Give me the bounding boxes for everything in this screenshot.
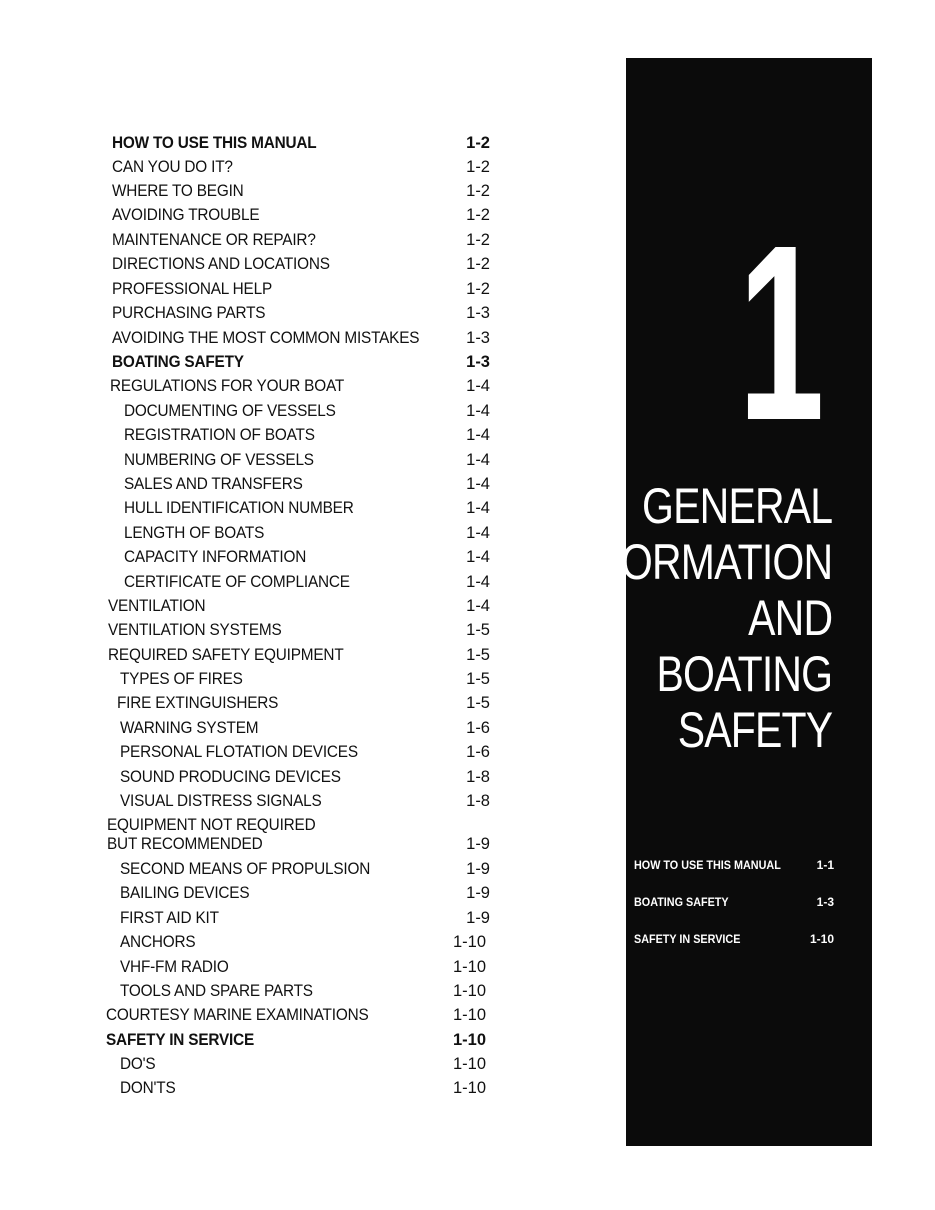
toc-entry-label[interactable]: DO'S [120,1055,156,1073]
toc-entry-label[interactable]: WARNING SYSTEM [120,719,259,737]
toc-entry-page: 1-6 [466,719,490,737]
toc-entry-label[interactable]: COURTESY MARINE EXAMINATIONS [106,1006,369,1024]
toc-entry-label[interactable]: FIRST AID KIT [120,909,219,927]
toc-entry-label[interactable]: WHERE TO BEGIN [112,182,244,200]
toc-entry-label[interactable]: EQUIPMENT NOT REQUIRED [107,816,316,834]
toc-entry-page: 1-10 [452,982,486,1000]
chapter-contents-label: HOW TO USE THIS MANUAL [634,858,781,872]
toc-entry-page: 1-4 [466,499,490,517]
toc-entry-label[interactable]: CERTIFICATE OF COMPLIANCE [124,573,350,591]
toc-entry-page: 1-4 [466,524,490,542]
toc-entry-label[interactable]: BUT RECOMMENDED [107,835,263,853]
toc-entry-page: 1-10 [452,933,486,951]
chapter-title-line: GENERAL [641,478,832,534]
toc-entry-label[interactable]: VHF-FM RADIO [120,958,229,976]
toc-entry-page: 1-2 [466,158,490,176]
toc-entry-label[interactable]: HULL IDENTIFICATION NUMBER [124,499,354,517]
toc-entry-label[interactable]: PURCHASING PARTS [112,304,266,322]
toc-entry-label[interactable]: VENTILATION SYSTEMS [108,621,282,639]
toc-entry-page: 1-8 [466,792,490,810]
toc-entry-page: 1-8 [466,768,490,786]
chapter-title-line: BOATING [656,646,832,702]
toc-entry-page: 1-5 [466,621,490,639]
toc-entry-page: 1-2 [466,182,490,200]
toc-entry-label[interactable]: REGISTRATION OF BOATS [124,426,315,444]
toc-entry-page: 1-10 [452,1006,486,1024]
chapter-contents-label: SAFETY IN SERVICE [634,932,741,946]
toc-entry-page: 1-4 [466,451,490,469]
toc-entry-label[interactable]: TYPES OF FIRES [120,670,243,688]
toc-entry-page: 1-9 [466,835,490,853]
toc-entry-page: 1-3 [466,353,490,371]
chapter-title-line: AND [747,590,832,646]
toc-entry-page: 1-4 [466,377,490,395]
toc-entry-label[interactable]: DON'TS [120,1079,176,1097]
toc-entry-label[interactable]: DIRECTIONS AND LOCATIONS [112,255,330,273]
toc-entry-label[interactable]: ANCHORS [120,933,196,951]
chapter-title-line: INFORMATION [557,534,832,590]
chapter-title [497,478,832,758]
toc-entry-page: 1-2 [466,255,490,273]
toc-entry-label[interactable]: CAPACITY INFORMATION [124,548,307,566]
toc-entry-label[interactable]: PROFESSIONAL HELP [112,280,273,298]
toc-entry-page: 1-2 [466,134,490,152]
chapter-contents-label: BOATING SAFETY [634,895,729,909]
toc-entry-page: 1-10 [452,1031,486,1049]
chapter-number: 1 [738,193,825,472]
chapter-contents [634,858,844,969]
toc-entry-page: 1-10 [452,1055,486,1073]
toc-entry-page: 1-2 [466,206,490,224]
toc-entry-label[interactable]: SECOND MEANS OF PROPULSION [120,860,371,878]
toc-entry-label[interactable]: CAN YOU DO IT? [112,158,233,176]
toc-entry-label[interactable]: SALES AND TRANSFERS [124,475,303,493]
toc-entry-page: 1-9 [466,884,490,902]
toc-entry-label[interactable]: BAILING DEVICES [120,884,250,902]
toc-entry-label[interactable]: AVOIDING THE MOST COMMON MISTAKES [112,329,420,347]
chapter-contents-page: 1-10 [809,932,834,946]
toc-entry-page: 1-4 [466,573,490,591]
toc-entry-label[interactable]: REQUIRED SAFETY EQUIPMENT [108,646,344,664]
toc-entry-page: 1-4 [466,597,490,615]
toc-entry-label[interactable]: LENGTH OF BOATS [124,524,265,542]
toc-entry-page: 1-6 [466,743,490,761]
toc-entry-label[interactable]: DOCUMENTING OF VESSELS [124,402,336,420]
toc-entry-label[interactable]: VENTILATION [108,597,206,615]
toc-entry-page: 1-2 [466,231,490,249]
chapter-contents-page: 1-1 [816,858,834,872]
toc-entry-page: 1-5 [466,694,490,712]
toc-entry-page: 1-10 [452,958,486,976]
toc-entry-label[interactable]: PERSONAL FLOTATION DEVICES [120,743,358,761]
toc-entry-label[interactable]: MAINTENANCE OR REPAIR? [112,231,316,249]
toc-entry-label[interactable]: VISUAL DISTRESS SIGNALS [120,792,322,810]
toc-entry-label[interactable]: SOUND PRODUCING DEVICES [120,768,341,786]
toc-entry-page: 1-4 [466,426,490,444]
toc-entry-page: 1-5 [466,670,490,688]
toc-entry-label[interactable]: HOW TO USE THIS MANUAL [112,134,317,152]
toc-entry-label[interactable]: REGULATIONS FOR YOUR BOAT [110,377,345,395]
toc-entry-label[interactable]: NUMBERING OF VESSELS [124,451,314,469]
toc-entry-page: 1-9 [466,909,490,927]
chapter-contents-page: 1-3 [816,895,834,909]
toc-entry-page: 1-4 [466,402,490,420]
toc-entry-label[interactable]: SAFETY IN SERVICE [106,1031,255,1049]
toc-entry-page: 1-4 [466,475,490,493]
toc-entry-page: 1-5 [466,646,490,664]
toc-entry-label[interactable]: BOATING SAFETY [112,353,244,371]
toc-entry-page: 1-9 [466,860,490,878]
toc-entry-page: 1-3 [466,329,490,347]
toc-entry-page: 1-4 [466,548,490,566]
toc-entry-page: 1-10 [452,1079,486,1097]
toc-entry-label[interactable]: FIRE EXTINGUISHERS [117,694,279,712]
toc-entry-label[interactable]: AVOIDING TROUBLE [112,206,260,224]
toc-entry-page: 1-3 [466,304,490,322]
chapter-contents-item[interactable] [634,858,844,895]
chapter-title-line: SAFETY [677,702,832,758]
chapter-contents-item[interactable] [634,932,844,969]
chapter-band [557,58,872,1146]
toc-entry-label[interactable]: TOOLS AND SPARE PARTS [120,982,313,1000]
chapter-contents-item[interactable] [634,895,844,932]
toc-entry-page: 1-2 [466,280,490,298]
